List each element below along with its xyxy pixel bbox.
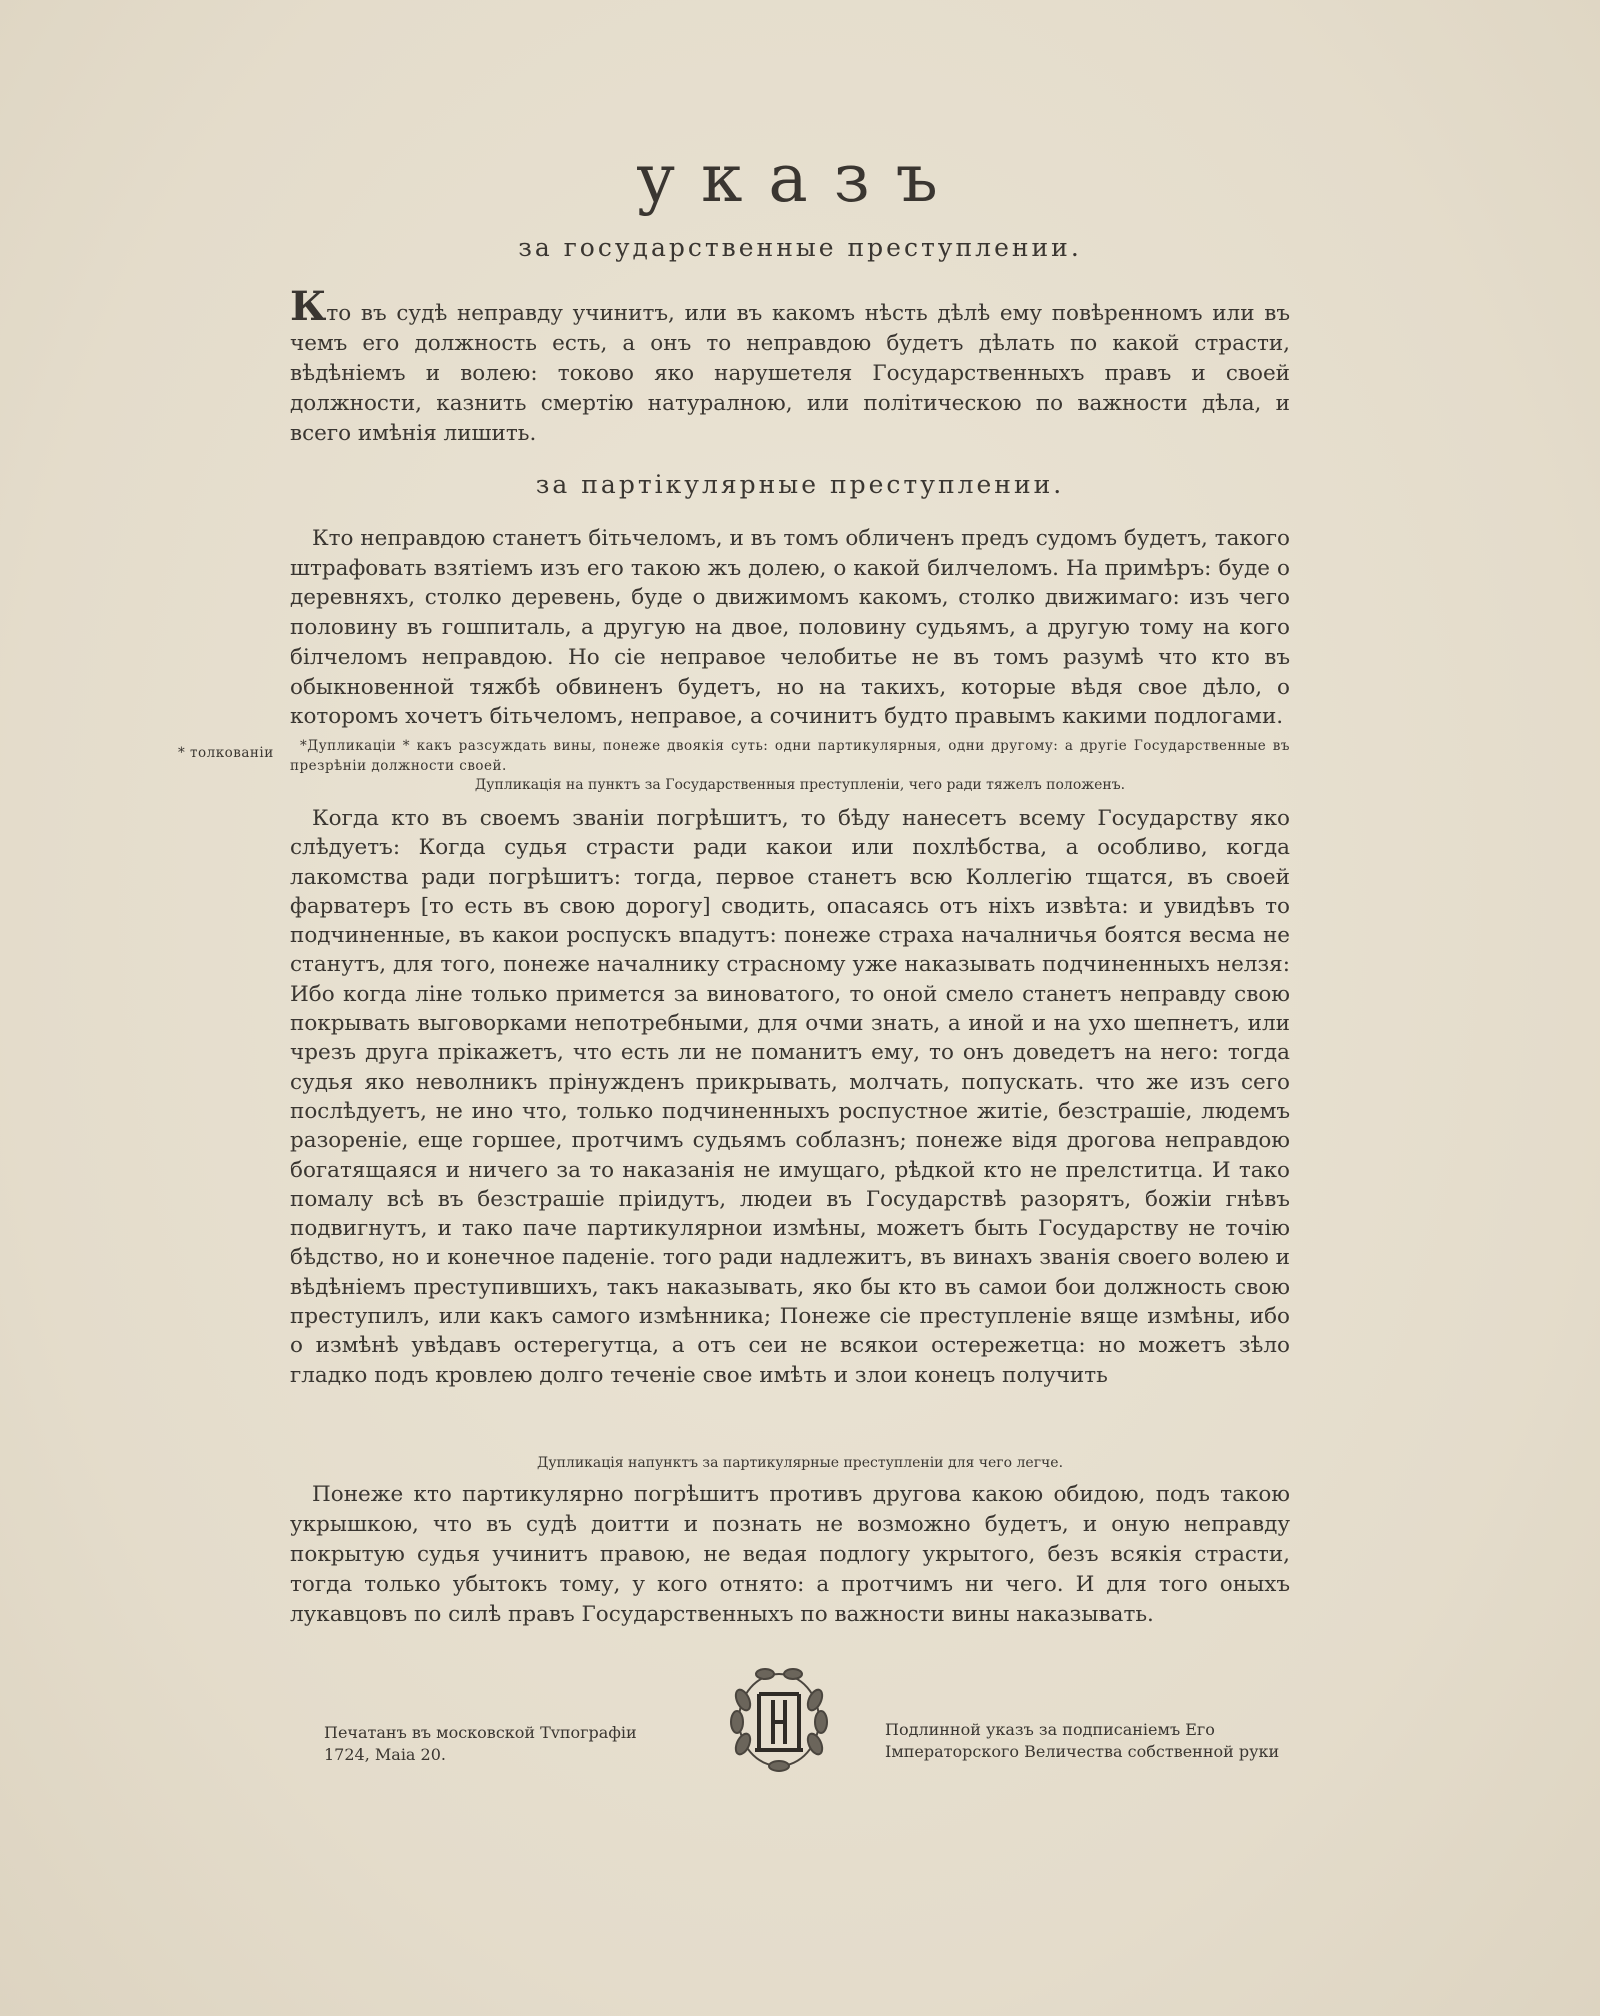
paragraph-false-petition: Кто неправдою станетъ бiтьчеломъ, и въ томъ обличенъ предъ судомъ будетъ, такого штрафовать взятiемъ изъ его такою жъ долею, о какой билчеломъ. На примѣръ: буде о деревняхъ, столко деревень, буде о движимомъ какомъ, столко движимаго: изъ чего половину въ гошпиталь, а другую на двое, половину судьямъ, а другую тому на кого бiлчеломъ неправдою. Но сiе неправое челобитье не въ томъ разумѣ что кто въ обыкновенной тяжбѣ обвиненъ будетъ, но на такихъ, которые вѣдя свое дѣло, о которомъ хочетъ бiтьчеломъ, неправое, а сочинитъ будто правымъ какими подлогами.	[290, 526, 1290, 730]
imprint-signature-line: Iмператорского Величества собственной руки	[885, 1742, 1280, 1761]
imprint-original-line: Подлинной указъ за подписанiемъ Его	[885, 1720, 1215, 1739]
note-duplication-state: Дупликацiя на пунктъ за Государственныя преступленiи, чего ради тяжелъ положенъ.	[474, 777, 1126, 793]
imprint-left	[324, 1722, 637, 1766]
margin-note: * толкованiи	[178, 745, 274, 761]
note-duplication-particular: Дупликацiя напунктъ за партикулярные преступленiи для чего легче.	[536, 1455, 1064, 1471]
drop-cap: К	[290, 283, 327, 330]
heading-particular-crimes: за партiкулярные преступлении.	[535, 470, 1065, 499]
imprint-right	[885, 1719, 1279, 1763]
heading-state-crimes: за государственные преступлении.	[518, 233, 1082, 262]
paragraph-state-crimes-text: то въ судѣ неправду учинитъ, или въ какомъ нѣсть дѣлѣ ему повѣренномъ или въ чемъ его должность есть, а онъ то неправдою будетъ дѣлать по какой страсти, вѣдѣнiемъ и волею: токово яко нарушетеля Государственныхъ правъ и своей должности, казнить смертiю натуралною, или полiтическою по важности дѣла, и всего имѣнiя лишить.	[290, 301, 1290, 446]
imprint-printed-line: Печатанъ въ московской Тvпографiи	[324, 1723, 637, 1742]
imprint-date-line: 1724, Маiа 20.	[324, 1745, 446, 1764]
paragraph-state-reasoning: Когда кто въ своемъ званiи погрѣшитъ, то бѣду нанесетъ всему Государству яко слѣдуетъ: Когда судья страсти ради какои или похлѣбства, а особливо, когда лакомства ради погрѣшитъ: тогда, первое станетъ всю Коллегiю тщатся, въ своей фарватеръ [то есть въ свою дорогу] сводить, опасаясь отъ нiхъ извѣта: и увидѣвъ то подчиненные, въ какои роспускъ впадутъ: понеже страха началничья боятся весма не станутъ, для того, понеже началнику страсному уже наказывать подчиненныхъ нелзя: Ибо когда лiне только примется за виноватого, то оной смело станетъ неправду свою покрывать выговорками непотребными, для очми знать, а иной и на ухо шепнетъ, или чрезъ друга прiкажетъ, что есть ли не поманитъ ему, то онъ доведетъ на него: тогда судья яко неволникъ прiнужденъ прикрывать, молчать, попускать. что же изъ сего послѣдуетъ, не ино что, только подчиненныхъ роспустное житiе, безстрашiе, людемъ разоренiе, еще горшее, протчимъ судьямъ соблазнъ; понеже вiдя дрогова неправдою богатящаяся и ничего за то наказанiя не имущаго, рѣдкой кто не прелститца. И тако помалу всѣ въ безстрашiе прiидутъ, людеи въ Государствѣ разорятъ, божiи гнѣвъ подвигнутъ, и тако паче партикулярнои измѣны, можетъ быть Государству не точiю бѣдство, но и конечное паденiе. того ради надлежитъ, въ винахъ званiя своего волею и вѣдѣнiемъ преступившихъ, такъ наказывать, яко бы кто въ самои бои должность свою преступилъ, или какъ самого измѣнника; Понеже сiе преступленiе вяще измѣны, ибо о измѣнѣ увѣдавъ остерегутца, а отъ сеи не всякои остережетца: но можетъ зѣло гладко подъ кровлею долго теченiе свое имѣть и злои конецъ получить	[290, 806, 1290, 1388]
paragraph-state-crimes	[290, 283, 1290, 449]
monogram-wreath-icon	[725, 1660, 833, 1776]
paragraph-particular-reasoning: Понеже кто партикулярно погрѣшитъ противъ другова какою обидою, подъ такою укрышкою, что въ судѣ доитти и познать не возможно будетъ, и оную неправду покрытую судья учинитъ правою, не ведая подлогу укрытого, безъ всякiя страсти, тогда только убытокъ тому, у кого отнято: а протчимъ ни чего. И для того оныхъ лукавцовъ по силѣ правъ Государственныхъ по важности вины наказывать.	[290, 1482, 1290, 1627]
note-duplication-types: *Дупликацiи * какъ разсуждать вины, понеже двоякiя суть: одни партикулярныя, одни другому: а другiе Государственные въ презрѣнiи должности своей.	[290, 738, 1290, 774]
document-title: указъ	[636, 140, 964, 217]
